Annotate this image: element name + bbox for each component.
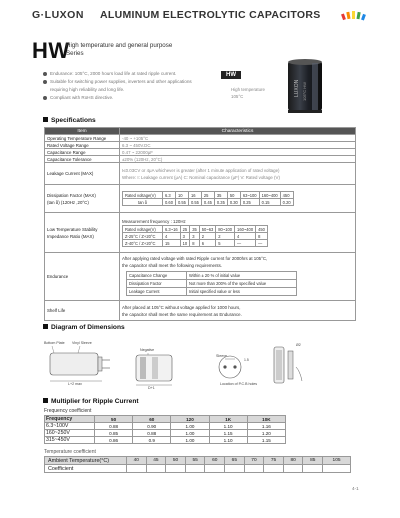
cell <box>303 465 323 473</box>
cell: 2 <box>216 233 235 240</box>
dissipation-header <box>123 192 294 199</box>
cell <box>127 465 147 473</box>
cell: 1.00 <box>171 437 209 444</box>
cell: 65 <box>225 457 245 465</box>
table-row <box>45 135 356 142</box>
cell: 55 <box>185 457 205 465</box>
table-row <box>45 465 351 473</box>
lead-dimension-label: Ø2 <box>296 343 301 347</box>
cell <box>166 465 186 473</box>
length-label: L+2 max <box>68 382 82 386</box>
bullet-icon <box>43 72 47 76</box>
cell <box>323 465 351 473</box>
cell <box>283 465 303 473</box>
cell: 8 <box>256 233 268 240</box>
feature-item: requiring high reliability and long life. <box>50 87 125 92</box>
bullet-icon <box>43 80 47 84</box>
cell: 6.3~100V <box>45 423 95 430</box>
cell: Ambient Temperature(°C) <box>45 457 127 465</box>
multiplier-heading: Multiplier for Ripple Current <box>43 398 139 405</box>
impedance-row <box>123 233 268 240</box>
table-row <box>45 437 286 444</box>
cell <box>225 465 245 473</box>
table-header-row <box>45 457 351 465</box>
pcb-holes-label: Location of P.C.B holes <box>220 382 258 386</box>
cell: 1.15 <box>209 430 247 437</box>
table-row <box>45 301 356 321</box>
low-temp-sublabel: Impedance Ratio (MAX) <box>47 233 94 239</box>
cell: Within ± 20 % of initial value <box>187 272 297 280</box>
cell: 0.35 <box>214 199 227 206</box>
row-value: -40 ~ +105°C <box>120 135 356 142</box>
negative-label: Negative <box>140 348 155 352</box>
svg-text:105°C HW: 105°C HW <box>302 82 307 101</box>
row-label: Endurance <box>45 253 120 301</box>
brand-logo: G·LUXON <box>32 9 84 21</box>
cell <box>264 465 284 473</box>
table-row <box>45 163 356 185</box>
svg-text:LUXON: LUXON <box>294 79 300 97</box>
cell: Rated voltage(V) <box>123 226 163 233</box>
dissipation-sublabel: (tan δ) (120Hz ,20°C) <box>47 199 89 205</box>
cell: 0.86 <box>95 437 133 444</box>
page-header <box>32 8 372 24</box>
cell: 10K <box>247 416 285 423</box>
endurance-table <box>126 271 297 296</box>
cell: 120 <box>171 416 209 423</box>
specifications-table <box>44 127 356 321</box>
table-row <box>45 430 286 437</box>
dimensions-diagram <box>44 337 364 395</box>
rainbow-logo-icon <box>340 8 368 24</box>
cell: 80 <box>283 457 303 465</box>
column-header-item: Item <box>45 128 120 135</box>
cell: 70 <box>244 457 264 465</box>
cell: 1.16 <box>247 423 285 430</box>
document-title: ALUMINUM ELECTROLYTIC CAPACITORS <box>100 9 321 21</box>
cell: 60 <box>133 416 171 423</box>
cell: 1.00 <box>171 430 209 437</box>
cell: 0.85 <box>95 430 133 437</box>
cell: 80~100 <box>216 226 235 233</box>
row-value <box>120 301 356 321</box>
square-bullet-icon <box>43 117 48 122</box>
measurement-frequency: Measurement frequency : 120Hz <box>122 219 186 224</box>
cell: 16 <box>188 192 201 199</box>
table-row <box>45 156 356 163</box>
cell: Capacitance Change <box>127 272 187 280</box>
cell: Dissipation Factor <box>127 280 187 288</box>
row-value <box>120 185 356 213</box>
cell: 63~100 <box>240 192 259 199</box>
feature-item: Compliant with RoHS directive. <box>43 94 192 102</box>
cell: 50 <box>95 416 133 423</box>
table-row <box>45 423 286 430</box>
row-value: ±20% (120Hz, 20°C) <box>120 156 356 163</box>
capacitor-photo <box>282 57 327 116</box>
square-bullet-icon <box>43 324 48 329</box>
leakage-line: Where: I: Leakage current (μA) C: Nominal capacitance (μF) V: Rated voltage (V) <box>122 174 280 180</box>
badge-note: 105°C <box>231 94 244 99</box>
endurance-row <box>127 288 297 296</box>
row-value: 0.47 ~ 22000μF <box>120 149 356 156</box>
cell: 25 <box>201 192 214 199</box>
row-value <box>120 253 356 301</box>
cell: 35 <box>214 192 227 199</box>
cell: — <box>256 240 268 247</box>
table-row <box>45 185 356 213</box>
shelf-line: the capacitor shall meet the same requirement as Endurance. <box>122 311 242 317</box>
cell: 6.3 <box>163 192 176 199</box>
cell: 4 <box>163 233 181 240</box>
series-code: HW <box>32 38 70 63</box>
cell: Coefficient <box>45 465 127 473</box>
cell: 450 <box>256 226 268 233</box>
table-header-row <box>45 416 286 423</box>
cell: 1K <box>209 416 247 423</box>
cell: 1.10 <box>209 437 247 444</box>
cell: 0.88 <box>95 423 133 430</box>
cell: 75 <box>264 457 284 465</box>
feature-list <box>43 70 192 102</box>
impedance-table <box>122 225 268 247</box>
cell: 50~63 <box>199 226 216 233</box>
cell: 160~250V <box>45 430 95 437</box>
series-badge: HW <box>221 71 241 79</box>
cell: Not more than 200% of the specified value <box>187 280 297 288</box>
cell: 0.88 <box>133 430 171 437</box>
cell <box>146 465 166 473</box>
row-label: Rated Voltage Range <box>45 142 120 149</box>
cell: 315~450V <box>45 437 95 444</box>
cell: Initial specified value or less <box>187 288 297 296</box>
cell: Rated voltage(V) <box>123 192 163 199</box>
square-bullet-icon <box>43 398 48 403</box>
cell: 0.55 <box>188 199 201 206</box>
cell: 0.30 <box>227 199 240 206</box>
cell: Leakage Current <box>127 288 187 296</box>
endurance-row <box>127 272 297 280</box>
cell: 40 <box>127 457 147 465</box>
table-row <box>45 253 356 301</box>
cell: 85 <box>303 457 323 465</box>
cell: 0.60 <box>163 199 176 206</box>
badge-notes <box>231 86 265 100</box>
row-value <box>120 213 356 253</box>
cell: 0.20 <box>280 199 293 206</box>
cell: 0.45 <box>201 199 214 206</box>
row-value <box>120 163 356 185</box>
series-description-line1: High temperature and general purpose <box>66 42 173 49</box>
bottom-plate-label: Bottom Plate <box>44 341 65 345</box>
vinyl-sleeve-label: Vinyl Sleeve <box>72 341 92 345</box>
row-label: Capacitance Range <box>45 149 120 156</box>
cell: 15 <box>163 240 181 247</box>
cell: 0.55 <box>175 199 188 206</box>
table-row <box>45 149 356 156</box>
row-label: Shelf Life <box>45 301 120 321</box>
column-header-characteristics: Characteristics <box>120 128 356 135</box>
cell: 10 <box>180 240 190 247</box>
cell: 8 <box>190 240 200 247</box>
cell: 0.15 <box>259 199 280 206</box>
endurance-row <box>127 280 297 288</box>
cell: 6.3~16 <box>163 226 181 233</box>
cell: 5 <box>216 240 235 247</box>
bullet-icon <box>43 96 47 100</box>
cell: — <box>235 240 256 247</box>
feature-item: Endurance: 105°C, 2000 hours load life at rated ripple current. <box>43 70 192 78</box>
cell: 1.10 <box>209 423 247 430</box>
temperature-coefficient-table <box>44 456 351 473</box>
cell: 1.00 <box>171 423 209 430</box>
cell: 25 <box>180 226 190 233</box>
frequency-coefficient-label: Frequency coefficient <box>44 408 92 414</box>
row-label <box>45 213 120 253</box>
cell: 3 <box>180 233 190 240</box>
cell: 10 <box>175 192 188 199</box>
row-value: 6.3 ~ 450V.DC <box>120 142 356 149</box>
dissipation-label: Dissipation Factor (MAX) <box>47 192 96 198</box>
impedance-row <box>123 240 268 247</box>
cell: 35 <box>190 226 200 233</box>
row-label: Capacitance Tolerance <box>45 156 120 163</box>
cell: 1.15 <box>247 437 285 444</box>
row-label: Operating Temperature Range <box>45 135 120 142</box>
sleeve-label: Sleeve <box>216 354 227 358</box>
cell: 6 <box>199 240 216 247</box>
series-description <box>66 42 172 58</box>
diameter-label: D+1 <box>148 386 155 390</box>
cell <box>205 465 225 473</box>
cell: 0.25 <box>240 199 259 206</box>
cell: 1.20 <box>247 430 285 437</box>
dimensions-heading: Diagram of Dimensions <box>43 324 125 331</box>
row-label <box>45 185 120 213</box>
dissipation-values <box>123 199 294 206</box>
shelf-line: After placed at 105°C without voltage applied for 1000 hours, <box>122 304 241 310</box>
impedance-header <box>123 226 268 233</box>
badge-note: High temperature <box>231 87 265 92</box>
table-row <box>45 213 356 253</box>
cell: Z-25°C / Z+20°C <box>123 233 163 240</box>
cell: Z-40°C / Z+20°C <box>123 240 163 247</box>
temperature-coefficient-label: Temperature coefficient <box>44 449 96 455</box>
table-row <box>45 142 356 149</box>
pitch-label: 1.5 <box>244 358 249 362</box>
cell: 50 <box>166 457 186 465</box>
feature-item: Suitable for switching power supplies, inverters and other applications <box>43 78 192 86</box>
cell: 3 <box>190 233 200 240</box>
ripple-frequency-table <box>44 415 286 444</box>
cell: 0.90 <box>133 423 171 430</box>
cell: 60 <box>205 457 225 465</box>
endurance-line: After applying rated voltage with rated Ripple current for 2000hrs at 105°C, <box>122 256 268 261</box>
page-number: 4-1 <box>352 486 359 491</box>
cell <box>185 465 205 473</box>
endurance-line: the capacitor shall meet the following requirements. <box>122 263 223 268</box>
series-description-line2: Series <box>66 50 84 57</box>
low-temp-label: Low Temperature Stability <box>47 226 98 232</box>
cell: 160~400 <box>235 226 256 233</box>
cell: 0.9 <box>133 437 171 444</box>
cell: 50 <box>227 192 240 199</box>
leakage-line: I≤0.03CV or 4μA whichever is greater (after 1 minute application of rated voltage) <box>122 167 280 173</box>
cell: 4 <box>235 233 256 240</box>
cell <box>244 465 264 473</box>
specifications-heading: Specifications <box>43 117 96 124</box>
cell: 45 <box>146 457 166 465</box>
cell: 450 <box>280 192 293 199</box>
table-header-row <box>45 128 356 135</box>
cell: Frequency <box>45 416 95 423</box>
cell: tan δ <box>123 199 163 206</box>
cell: 160~400 <box>259 192 280 199</box>
row-label: Leakage Current (MAX) <box>45 163 120 185</box>
cell: 2 <box>199 233 216 240</box>
cell: 105 <box>323 457 351 465</box>
dissipation-table <box>122 191 294 206</box>
